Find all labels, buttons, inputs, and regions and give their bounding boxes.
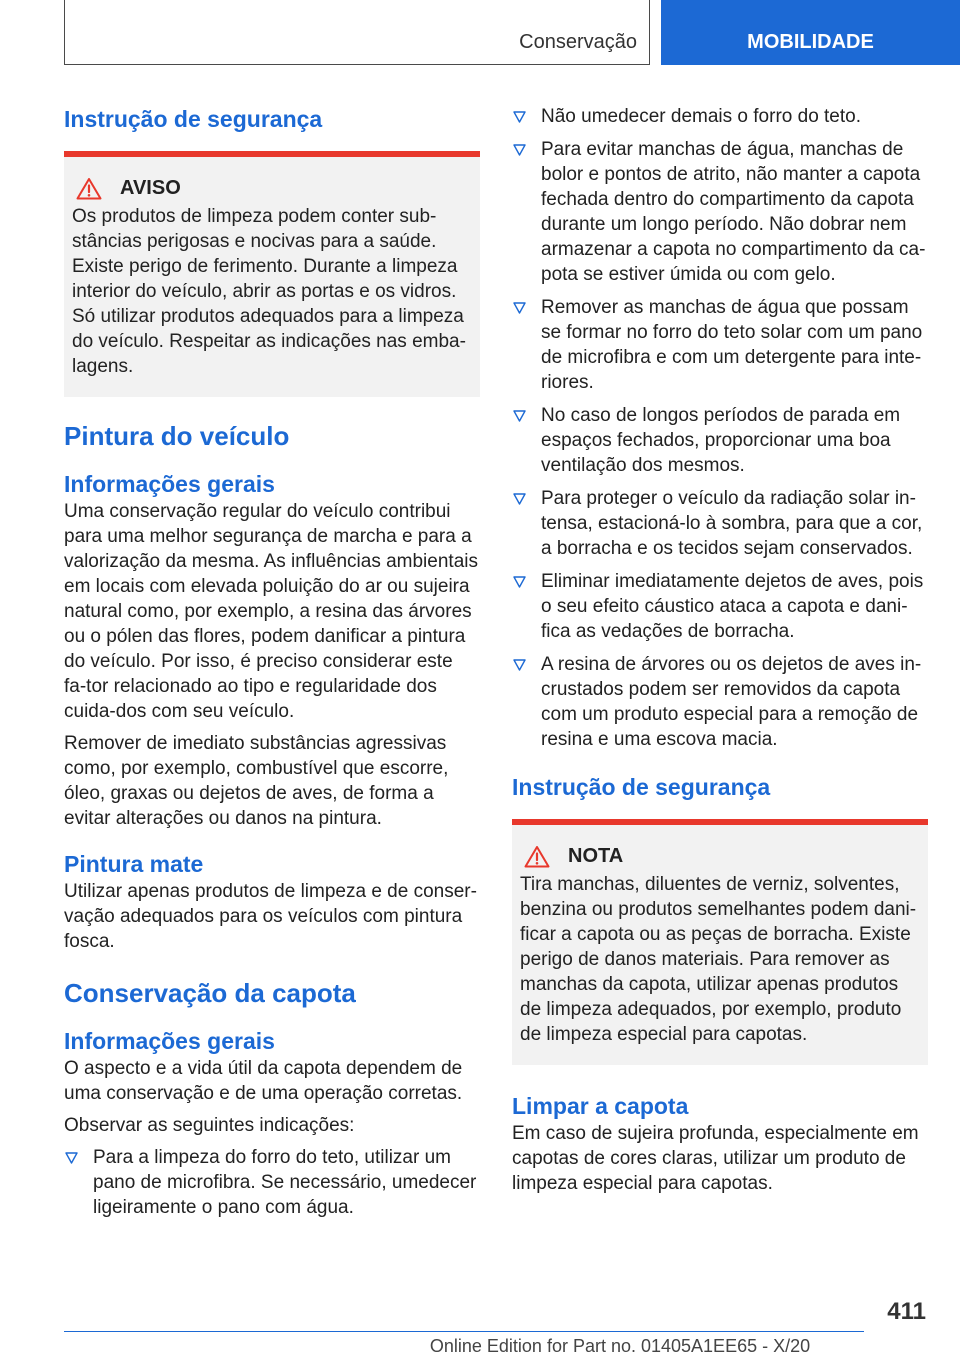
paint-heading: Pintura do veículo: [64, 421, 290, 451]
note-header: [520, 845, 920, 868]
triangle-bullet-icon: [513, 659, 526, 671]
top-info-paragraph-2: Observar as seguintes indicações:: [64, 1115, 355, 1136]
warning-header: [72, 177, 472, 200]
triangle-bullet-icon: [513, 111, 526, 123]
clean-top-paragraph: Em caso de sujeira profunda, especialmente em capotas de cores claras, utilizar um produto de limpeza especial para capotas.: [512, 1123, 919, 1194]
note-text: Tira manchas, diluentes de verniz, solventes, benzina ou produtos semelhantes podem dani-ficar a capota ou as peças de borracha. Existe perigo de danos materiais. Para remover as manchas da capota, utilizar apenas produtos de limpeza adequados, por exemplo, produto de limpeza especial para capotas.: [520, 874, 917, 1045]
triangle-bullet-icon: [513, 410, 526, 422]
right-column: [512, 104, 928, 1196]
list-item: [512, 569, 928, 644]
section-header-box: [64, 0, 650, 65]
page-header: [0, 0, 960, 66]
list-item-text: Eliminar imediatamente dejetos de aves, pois o seu efeito cáustico ataca a capota e dani-fica as vedações de borracha.: [541, 571, 924, 642]
list-item: [64, 1145, 480, 1220]
top-info-heading: Informações gerais: [64, 1028, 275, 1054]
note-box: [512, 819, 928, 1065]
list-item: [512, 137, 928, 287]
triangle-bullet-icon: [513, 144, 526, 156]
list-item-text: Remover as manchas de água que possam se formar no forro do teto solar com um pano de microfibra e com um detergente para inte-riores.: [541, 297, 923, 393]
safety-heading-2: Instrução de segurança: [512, 774, 771, 800]
list-item-text: Não umedecer demais o forro do teto.: [541, 106, 862, 127]
page-number: 411: [887, 1298, 926, 1325]
warning-triangle-icon: [76, 177, 102, 200]
note-label: NOTA: [568, 845, 624, 867]
warning-text: Os produtos de limpeza podem conter sub-stâncias perigosas e nocivas para a saúde. Existe perigo de ferimento. Durante a limpeza interior do veículo, abrir as portas e os vidros. Só utilizar produtos adequados para a limpeza do veículo. Respeitar as indicações nas emba-lagens.: [72, 206, 466, 377]
list-item-text: Para evitar manchas de água, manchas de bolor e pontos de atrito, não manter a capota fechada dentro do compartimento da capota durante um longo período. Não dobrar nem armazenar a capota no compartimento da ca-pota se estiver úmida ou com gelo.: [541, 139, 926, 285]
triangle-bullet-icon: [65, 1152, 78, 1164]
section-title: Conservação: [519, 31, 637, 53]
top-info-paragraph-1: O aspecto e a vida útil da capota dependem de uma conservação e de uma operação corretas.: [64, 1058, 463, 1104]
paint-info-paragraph-1: Uma conservação regular do veículo contribui para uma melhor segurança de marcha e para a valorização da mesma. As influências ambientais em locais com elevada poluição do ar ou sujeira natural como, por exemplo, a resina das árvores ou o pólen das flores, podem danificar a pintura do veículo. Por isso, é preciso considerar este fa-tor relacionado ao tipo e regularidade dos cuida-dos com seu veículo.: [64, 501, 478, 722]
footer-divider: [64, 1331, 864, 1332]
paint-info-paragraph-2: Remover de imediato substâncias agressivas como, por exemplo, combustível que escorre, óleo, graxas ou dejetos de aves, de forma a evitar alterações ou danos na pintura.: [64, 733, 449, 829]
list-item-text: A resina de árvores ou os dejetos de aves in-crustados podem ser removidos da capota com um produto especial para a remoção de resina e uma escova macia.: [541, 654, 922, 750]
list-item-text: No caso de longos períodos de parada em espaços fechados, proporcionar uma boa ventilação dos mesmos.: [541, 405, 901, 476]
matte-paragraph: Utilizar apenas produtos de limpeza e de conser-vação adequados para os veículos com pintura fosca.: [64, 881, 477, 952]
list-item: [512, 295, 928, 395]
top-care-heading: Conservação da capota: [64, 978, 356, 1008]
triangle-bullet-icon: [513, 493, 526, 505]
chapter-tab[interactable]: [661, 0, 960, 65]
safety-heading: Instrução de segurança: [64, 106, 323, 132]
paint-info-heading: Informações gerais: [64, 471, 275, 497]
clean-top-heading: Limpar a capota: [512, 1093, 689, 1119]
edition-note: Online Edition for Part no. 01405A1EE65 - X/20: [429, 1336, 811, 1356]
left-bullet-list: [64, 1145, 480, 1220]
left-column: [64, 96, 480, 1228]
warning-triangle-icon: [524, 845, 550, 868]
warning-box: [64, 151, 480, 397]
list-item: [512, 104, 928, 129]
triangle-bullet-icon: [513, 576, 526, 588]
list-item-text: Para proteger o veículo da radiação solar in-tensa, estacioná-lo à sombra, para que a cor, a borracha e os tecidos sejam conservados.: [541, 488, 923, 559]
chapter-tab-label: MOBILIDADE: [747, 31, 874, 53]
triangle-bullet-icon: [513, 302, 526, 314]
matte-heading: Pintura mate: [64, 851, 204, 877]
list-item: [512, 486, 928, 561]
warning-label: AVISO: [120, 177, 181, 199]
list-item-text: Para a limpeza do forro do teto, utilizar um pano de microfibra. Se necessário, umedecer ligeiramente o pano com água.: [93, 1147, 477, 1218]
list-item: [512, 652, 928, 752]
list-item: [512, 403, 928, 478]
right-bullet-list: [512, 104, 928, 752]
